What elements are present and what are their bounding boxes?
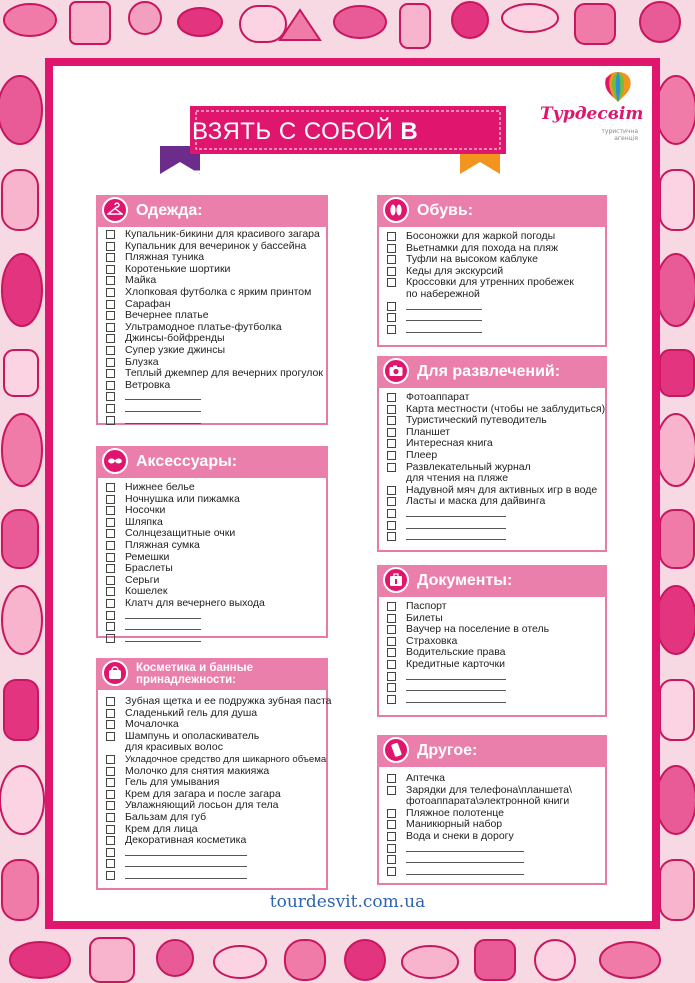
checklist	[387, 601, 549, 705]
checkbox[interactable]	[387, 855, 396, 864]
card-cosmetics	[96, 658, 332, 890]
checklist-item[interactable]: Аптечка	[387, 773, 572, 785]
checklist-item[interactable]: Мочалочка	[106, 719, 332, 731]
checklist-item[interactable]: Кроссовки для утренних пробежек	[387, 277, 574, 289]
checkbox[interactable]	[387, 672, 396, 681]
checkbox[interactable]	[387, 497, 396, 506]
checklist-item[interactable]: Ласты и маска для дайвинга	[387, 496, 605, 508]
section-title: Косметика и банные принадлежности:	[136, 662, 253, 686]
checklist-item[interactable]: Водительские права	[387, 647, 549, 659]
checkbox[interactable]	[106, 369, 115, 378]
checkbox[interactable]	[106, 288, 115, 297]
checkbox[interactable]	[106, 801, 115, 810]
checkbox[interactable]	[387, 614, 396, 623]
checkbox[interactable]	[106, 506, 115, 515]
checkbox[interactable]	[387, 267, 396, 276]
hot-air-balloon-icon	[598, 70, 638, 106]
section-title: Для развлечений:	[417, 363, 561, 380]
checklist-item[interactable]: Планшет	[387, 427, 605, 439]
checklist-item[interactable]: Ветровка	[106, 380, 323, 392]
checklist-item[interactable]: Коротенькие шортики	[106, 264, 323, 276]
hanger-icon	[102, 197, 128, 223]
blank-line[interactable]	[125, 633, 201, 642]
page-title	[192, 108, 512, 193]
blank-item[interactable]	[387, 671, 549, 683]
checklist-item[interactable]: Фотоаппарат	[387, 392, 605, 404]
checkbox[interactable]	[387, 416, 396, 425]
checklist-item[interactable]: Купальник для вечеринок у бассейна	[106, 241, 323, 253]
checkbox[interactable]	[106, 358, 115, 367]
checkbox[interactable]	[387, 637, 396, 646]
checklist-item[interactable]: Пляжная сумка	[106, 540, 265, 552]
card-other	[377, 735, 607, 885]
checkbox[interactable]	[387, 660, 396, 669]
checkbox[interactable]	[387, 255, 396, 264]
checkbox[interactable]	[106, 622, 115, 631]
card-header	[96, 658, 328, 690]
blank-line[interactable]	[125, 621, 201, 630]
checklist-item[interactable]: Декоративная косметика	[106, 835, 332, 847]
card-entertainment	[377, 356, 607, 552]
checklist-item[interactable]: Нижнее белье	[106, 482, 265, 494]
checklist-item-continuation: по набережной	[406, 287, 480, 300]
checkbox[interactable]	[106, 541, 115, 550]
checklist-item[interactable]: Маникюрный набор	[387, 819, 572, 831]
blank-line[interactable]	[406, 301, 482, 310]
blank-item[interactable]	[106, 858, 332, 870]
checklist-item[interactable]: Сладенький гель для душа	[106, 708, 332, 720]
checkbox[interactable]	[106, 392, 115, 401]
checkbox[interactable]	[106, 323, 115, 332]
checkbox[interactable]	[106, 871, 115, 880]
checkbox[interactable]	[106, 599, 115, 608]
blank-item[interactable]	[387, 520, 605, 532]
checkbox[interactable]	[387, 521, 396, 530]
blank-item[interactable]	[387, 854, 572, 866]
blank-line[interactable]	[406, 312, 482, 321]
checklist-item[interactable]: Укладочное средство для шикарного объема	[106, 754, 332, 766]
blank-item[interactable]	[387, 694, 549, 706]
checkbox[interactable]	[106, 813, 115, 822]
checklist-item[interactable]: Носочки	[106, 505, 265, 517]
blank-item[interactable]	[106, 870, 332, 882]
checklist-item[interactable]: Надувной мяч для активных игр в воде	[387, 485, 605, 497]
checklist	[106, 229, 323, 426]
checklist-item[interactable]: Туристический путеводитель	[387, 415, 605, 427]
blank-line[interactable]	[406, 671, 506, 680]
website-link[interactable]: tourdesvit.com.ua	[269, 892, 426, 912]
checkbox[interactable]	[106, 825, 115, 834]
checkbox[interactable]	[106, 767, 115, 776]
checkbox[interactable]	[387, 844, 396, 853]
checkbox[interactable]	[387, 648, 396, 657]
checkbox[interactable]	[106, 790, 115, 799]
checkbox[interactable]	[106, 848, 115, 857]
card-clothes	[96, 195, 328, 425]
checklist-item[interactable]: Кошелек	[106, 586, 265, 598]
checkbox[interactable]	[387, 602, 396, 611]
blank-item[interactable]	[387, 312, 574, 324]
card-shoes	[377, 195, 607, 347]
checkbox[interactable]	[387, 509, 396, 518]
checklist-item[interactable]: Зарядки для телефона\планшета\	[387, 785, 572, 797]
blank-line[interactable]	[125, 415, 201, 424]
checkbox[interactable]	[387, 832, 396, 841]
checklist	[387, 231, 574, 335]
checkbox[interactable]	[387, 683, 396, 692]
checkbox[interactable]	[387, 232, 396, 241]
card-documents	[377, 565, 607, 717]
checkbox[interactable]	[387, 695, 396, 704]
blank-item[interactable]	[387, 324, 574, 336]
blank-line[interactable]	[125, 610, 201, 619]
checklist-item[interactable]: Паспорт	[387, 601, 549, 613]
checkbox[interactable]	[106, 253, 115, 262]
blank-item[interactable]	[387, 843, 572, 855]
checkbox[interactable]	[106, 859, 115, 868]
checkbox[interactable]	[387, 393, 396, 402]
checklist-item[interactable]: Шампунь и ополаскиватель	[106, 731, 332, 743]
checklist-item[interactable]: Серьги	[106, 575, 265, 587]
checkbox[interactable]	[387, 867, 396, 876]
checklist-item[interactable]: Пляжная туника	[106, 252, 323, 264]
blank-item[interactable]	[106, 847, 332, 859]
checklist-item-continuation: для чтения на пляже	[406, 472, 509, 485]
checklist-item[interactable]: Кеды для экскурсий	[387, 266, 574, 278]
blank-line[interactable]	[406, 854, 524, 863]
checklist-item[interactable]: Браслеты	[106, 563, 265, 575]
blank-line[interactable]	[406, 520, 506, 529]
cosmetic-bag-icon	[102, 660, 128, 686]
checklist-item[interactable]: Страховка	[387, 636, 549, 648]
checklist-item[interactable]: Крем для лица	[106, 824, 332, 836]
checklist-item-continuation: фотоаппарата\электронной книги	[406, 795, 570, 808]
checkbox[interactable]	[106, 836, 115, 845]
card-header	[377, 195, 607, 227]
checkbox[interactable]	[387, 486, 396, 495]
checklist-item[interactable]: Теплый джемпер для вечерних прогулок	[106, 368, 323, 380]
card-header	[377, 356, 607, 388]
checkbox[interactable]	[106, 416, 115, 425]
checklist-item[interactable]: Купальник-бикини для красивого загара	[106, 229, 323, 241]
checkbox[interactable]	[106, 404, 115, 413]
logo-subtitle: туристична агенція	[601, 128, 638, 142]
checklist-item[interactable]: Клатч для вечернего выхода	[106, 598, 265, 610]
passport-icon	[383, 567, 409, 593]
checkbox[interactable]	[387, 313, 396, 322]
checklist-item[interactable]: Вечернее платье	[106, 310, 323, 322]
checklist-item[interactable]: Хлопковая футболка с ярким принтом	[106, 287, 323, 299]
blank-line[interactable]	[406, 324, 482, 333]
checkbox[interactable]	[106, 778, 115, 787]
checkbox[interactable]	[106, 553, 115, 562]
checklist-item[interactable]: Ремешки	[106, 552, 265, 564]
sunglasses-icon	[102, 448, 128, 474]
checklist	[106, 696, 332, 882]
checkbox[interactable]	[106, 334, 115, 343]
checkbox[interactable]	[106, 634, 115, 643]
checkbox[interactable]	[387, 774, 396, 783]
checklist-item[interactable]: Вода и снеки в дорогу	[387, 831, 572, 843]
checklist-item[interactable]: Бальзам для губ	[106, 812, 332, 824]
camera-icon	[383, 358, 409, 384]
checkbox[interactable]	[387, 820, 396, 829]
checkbox[interactable]	[106, 381, 115, 390]
checklist-item[interactable]: Зубная щетка и ее подружка зубная паста	[106, 696, 332, 708]
blank-item[interactable]	[106, 633, 265, 645]
checkbox[interactable]	[106, 311, 115, 320]
checklist-item[interactable]: Молочко для снятия макияжа	[106, 766, 332, 778]
checklist-item[interactable]: Туфли на высоком каблуке	[387, 254, 574, 266]
checklist	[106, 482, 265, 644]
checkbox[interactable]	[106, 242, 115, 251]
blank-item[interactable]	[387, 301, 574, 313]
blank-line[interactable]	[125, 870, 247, 879]
checkbox[interactable]	[106, 300, 115, 309]
checkbox[interactable]	[106, 276, 115, 285]
checklist-item[interactable]: Развлекательный журнал	[387, 462, 605, 474]
card-accessories	[96, 446, 328, 638]
checklist-item[interactable]: Супер узкие джинсы	[106, 345, 323, 357]
checklist-item[interactable]: Карта местности (чтобы не заблудиться)	[387, 404, 605, 416]
checkbox[interactable]	[387, 532, 396, 541]
blank-item[interactable]	[387, 682, 549, 694]
section-title: Одежда:	[136, 202, 203, 219]
checklist	[387, 773, 572, 877]
blank-line[interactable]	[406, 531, 506, 540]
blank-line[interactable]	[406, 843, 524, 852]
checkbox[interactable]	[387, 439, 396, 448]
checkbox[interactable]	[106, 529, 115, 538]
logo-wordmark: Турдесвіт	[540, 104, 644, 124]
checklist-item[interactable]: Крем для загара и после загара	[106, 789, 332, 801]
card-header	[377, 735, 607, 767]
checklist-item[interactable]: Сарафан	[106, 299, 323, 311]
blank-line[interactable]	[125, 847, 247, 856]
checkbox[interactable]	[106, 495, 115, 504]
checklist-item[interactable]: Ультрамодное платье-футболка	[106, 322, 323, 334]
blank-item[interactable]	[106, 610, 265, 622]
checklist	[387, 392, 605, 543]
checkbox[interactable]	[387, 786, 396, 795]
checkbox[interactable]	[106, 732, 115, 741]
checkbox[interactable]	[106, 720, 115, 729]
checklist-item[interactable]: Интересная книга	[387, 438, 605, 450]
checklist-item[interactable]: Вьетнамки для похода на пляж	[387, 243, 574, 255]
checkbox[interactable]	[106, 564, 115, 573]
checkbox[interactable]	[106, 755, 115, 764]
checkbox[interactable]	[106, 346, 115, 355]
checklist-item[interactable]: Солнцезащитные очки	[106, 528, 265, 540]
section-title: Обувь:	[417, 202, 474, 219]
blank-item[interactable]	[387, 531, 605, 543]
checkbox[interactable]	[106, 518, 115, 527]
blank-line[interactable]	[406, 682, 506, 691]
checkbox[interactable]	[106, 697, 115, 706]
checkbox[interactable]	[387, 625, 396, 634]
checkbox[interactable]	[387, 244, 396, 253]
card-header	[96, 446, 328, 478]
blank-line[interactable]	[125, 391, 201, 400]
blank-item[interactable]	[387, 866, 572, 878]
checkbox[interactable]	[387, 451, 396, 460]
section-title: Документы:	[417, 572, 513, 589]
section-title: Другое:	[417, 742, 478, 759]
checklist-item[interactable]: Гель для умывания	[106, 777, 332, 789]
card-header	[377, 565, 607, 597]
blank-line[interactable]	[406, 508, 506, 517]
checkbox[interactable]	[387, 405, 396, 414]
phone-icon	[383, 737, 409, 763]
checklist-item[interactable]: Плеер	[387, 450, 605, 462]
blank-item[interactable]	[106, 403, 323, 415]
checklist-item[interactable]: Билеты	[387, 613, 549, 625]
checklist-item[interactable]: Кредитные карточки	[387, 659, 549, 671]
checklist-item[interactable]: Шляпка	[106, 517, 265, 529]
blank-line[interactable]	[125, 858, 247, 867]
checklist-item[interactable]: Босоножки для жаркой погоды	[387, 231, 574, 243]
checkbox[interactable]	[387, 428, 396, 437]
checkbox[interactable]	[106, 230, 115, 239]
checklist-item[interactable]: Ваучер на поселение в отель	[387, 624, 549, 636]
checklist-item[interactable]: Блузка	[106, 357, 323, 369]
checklist-item[interactable]: Увлажняющий лосьон для тела	[106, 800, 332, 812]
checkbox[interactable]	[387, 302, 396, 311]
checkbox[interactable]	[106, 587, 115, 596]
blank-item[interactable]	[106, 621, 265, 633]
checkbox[interactable]	[387, 278, 396, 287]
company-logo	[540, 70, 644, 150]
flip-flops-icon	[383, 197, 409, 223]
checkbox[interactable]	[387, 463, 396, 472]
checklist-item[interactable]: Ночнушка или пижамка	[106, 494, 265, 506]
title-regular: ВЗЯТЬ С СОБОЙ	[192, 118, 401, 145]
blank-item[interactable]	[387, 508, 605, 520]
title-bold: В ПОЕЗДКУ	[192, 118, 419, 193]
section-title: Аксессуары:	[136, 453, 238, 470]
blank-item[interactable]	[106, 415, 323, 427]
checklist-item[interactable]: Джинсы-бойфренды	[106, 333, 323, 345]
checkbox[interactable]	[106, 483, 115, 492]
checkbox[interactable]	[106, 265, 115, 274]
checklist-item[interactable]: Майка	[106, 275, 323, 287]
checkbox[interactable]	[106, 611, 115, 620]
checkbox[interactable]	[387, 325, 396, 334]
card-header	[96, 195, 328, 227]
blank-line[interactable]	[125, 403, 201, 412]
blank-item[interactable]	[106, 391, 323, 403]
checklist-item-continuation: для красивых волос	[125, 741, 223, 754]
checkbox[interactable]	[106, 576, 115, 585]
blank-line[interactable]	[406, 694, 506, 703]
checkbox[interactable]	[387, 809, 396, 818]
checkbox[interactable]	[106, 709, 115, 718]
blank-line[interactable]	[406, 866, 524, 875]
checklist-item[interactable]: Пляжное полотенце	[387, 808, 572, 820]
